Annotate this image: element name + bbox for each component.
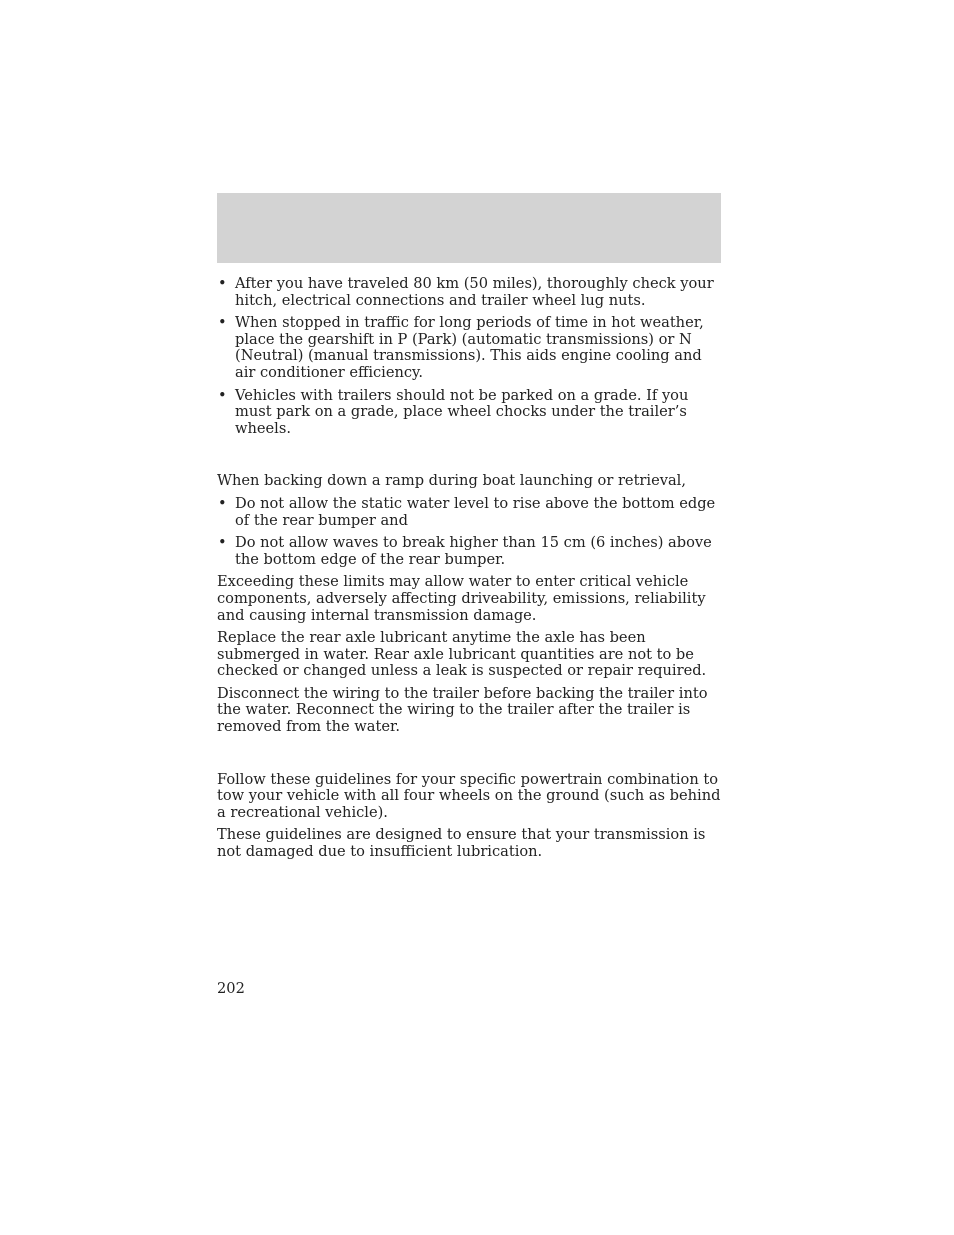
- paragraph: Disconnect the wiring to the trailer before backing the trailer into the water. Reconnect the wiring to the trailer after the trailer is removed from the water.: [217, 684, 708, 736]
- bullet-icon: •: [218, 534, 227, 552]
- list-item-text: After you have traveled 80 km (50 miles), thoroughly check your hitch, electrical connections and trailer wheel lug nuts.: [235, 275, 714, 309]
- list-item: [217, 535, 721, 568]
- bullet-icon: •: [218, 386, 227, 404]
- paragraph: These guidelines are designed to ensure that your transmission is not damaged due to insufficient lubrication.: [217, 826, 706, 861]
- boat-launch-list: [217, 496, 721, 568]
- bullet-icon: •: [218, 314, 227, 332]
- list-item-text: Do not allow the static water level to rise above the bottom edge of the rear bumper and: [235, 494, 716, 529]
- paragraph: Exceeding these limits may allow water to enter critical vehicle components, adversely affecting driveability, emissions, reliability and causing internal transmission damage.: [217, 573, 706, 624]
- list-item-text: Do not allow waves to break higher than 15 cm (6 inches) above the bottom edge of the rear bumper.: [235, 534, 712, 568]
- list-item: [217, 496, 721, 529]
- page-content: [217, 276, 721, 867]
- section-gap: [217, 742, 721, 772]
- page-number: 202: [217, 980, 245, 997]
- driving-tips-list: [217, 276, 721, 437]
- list-item: [217, 315, 721, 381]
- bullet-icon: •: [218, 494, 227, 512]
- list-item-text: Vehicles with trailers should not be parked on a grade. If you must park on a grade, place wheel chocks under the trailer’s wheels.: [235, 386, 689, 437]
- bullet-icon: •: [218, 275, 227, 292]
- list-item: [217, 388, 721, 438]
- list-item: [217, 276, 721, 309]
- list-item-text: When stopped in traffic for long periods of time in hot weather, place the gearshift in P (Park) (automatic transmissions) or N (Neutral) (manual transmissions). This aids engine cooling and air conditioner efficiency.: [235, 314, 704, 381]
- section-gap: [217, 443, 721, 473]
- paragraph: Follow these guidelines for your specific powertrain combination to tow your vehicle with all four wheels on the ground (such as behind a recreational vehicle).: [217, 770, 721, 821]
- boat-launch-intro: When backing down a ramp during boat launching or retrieval,: [217, 472, 686, 490]
- header-band: [217, 193, 721, 263]
- paragraph: Replace the rear axle lubricant anytime the axle has been submerged in water. Rear axle lubricant quantities are not to be checked or changed unless a leak is suspected or repair required.: [217, 629, 707, 680]
